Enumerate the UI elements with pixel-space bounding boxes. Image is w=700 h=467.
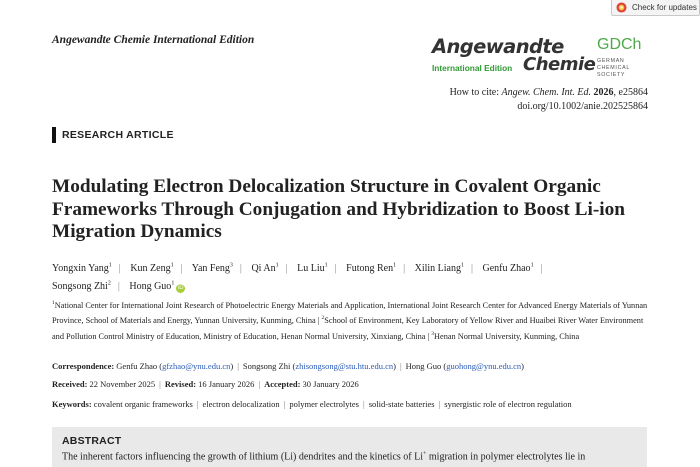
keywords: Keywords: covalent organic frameworks | electron delocalization | polymer electrolytes | solid-state batteries | synergistic role of electron regulation [52,399,572,409]
author: Lu Liu$^1$ [297,263,328,275]
gdch-sub: GERMAN CHEMICAL SOCIETY [597,58,630,78]
check-for-updates-button[interactable] [611,0,700,16]
email-link[interactable]: zhisongsong@stu.htu.edu.cn [295,361,394,371]
keyword: covalent organic frameworks [93,399,193,409]
logo-sub: International Edition [432,63,513,73]
affiliation-1: National Center for International Joint Research of Photoelectric Energy Materials and Application, International Joint Research Center for Advanced Energy Materials of Yunnan Province, School of Materials and Energy, Yunnan University, Kunming, China [52,300,648,326]
gdch-logo: GDCh [597,36,642,53]
article-title: Modulating Electron Delocalization Structure in Covalent Organic Frameworks Through Conjugation and Hybridization to Boost Li-ion Migration Dynamics [52,176,625,242]
orcid-icon[interactable]: iD [177,284,184,291]
correspondence: Correspondence: Genfu Zhao (gfzhao@ynu.edu.cn) | Songsong Zhi (zhisongsong@stu.htu.edu.cn) | Hong Guo (guohong@ynu.edu.cn) [52,361,524,371]
author: Qi An$^1$ [251,263,279,275]
keyword: polymer electrolytes [289,399,359,409]
keyword: electron delocalization [202,399,280,409]
article-type-bar [52,127,56,143]
keyword: solid-state batteries [368,399,435,409]
check-updates-icon [616,2,627,13]
author: Yongxin Yang$^1$ [52,263,112,275]
author: Kun Zeng$^1$ [130,263,174,275]
citation-block [450,86,648,114]
email-link[interactable]: gfzhao@ynu.edu.cn [162,361,231,371]
author: Hong Guo$^1$iD [129,280,184,292]
check-updates-label: Check for updates [632,3,697,12]
author: Genfu Zhao$^1$ [482,263,534,275]
keyword: synergistic role of electron regulation [444,399,572,409]
author: Songsong Zhi$^2$ [52,280,111,292]
affiliations: $^1$National Center for International Joint Research of Photoelectric Energy Materials and Application, International Joint Research Center for Advanced Energy Materials of Yunnan Province, School of Materials and Energy, Yunnan University, Kunming, China | $^2$School of Environment, Key Laboratory of Yellow River and Huaibei River Water Environment and Pollution Control Ministry of Education, Ministry of Education, Henan Normal University, Xinxiang, China | $^3$Henan Normal University, Kunming, China [52,300,648,341]
cite-year: 2026 [593,87,614,98]
abstract-text: The inherent factors influencing the growth of lithium (Li) dendrites and the kinetics of Li+ migration in polymer electrolytes lie in [62,451,586,463]
journal-name: Angewandte Chemie International Edition [52,34,255,46]
logo-word: Angewandte [432,35,564,58]
affiliation-3: Henan Normal University, Kunming, China [434,331,580,341]
article-type: RESEARCH ARTICLE [62,129,174,141]
cite-article: , e25864 [613,87,648,98]
logo-chemie: Chemie [523,54,596,75]
cite-label: How to cite: [449,87,500,98]
cite-doi[interactable]: doi.org/10.1002/anie.202525864 [517,101,648,112]
affiliation-2: School of Environment, Key Laboratory of Yellow River and Huaibei River Water Environment and Pollution Control Ministry of Education, Ministry of Education, Henan Normal University, Xinxiang, China [52,316,644,341]
author: Futong Ren$^1$ [346,263,397,275]
cite-journal: Angew. Chem. Int. Ed. [501,87,592,98]
author-list: Yongxin Yang$^1$ | Kun Zeng$^1$ | Yan Feng$^3$ | Qi An$^1$ | Lu Liu$^1$ | Futong Ren$^1$ | Xilin Liang$^1$ | Genfu Zhao$^1$ | Songsong Zhi$^2$ | Hong Guo$^1$iD [52,263,543,292]
article-dates: Received: 22 November 2025 | Revised: 16 January 2026 | Accepted: 30 January 2026 [52,379,359,389]
abstract-heading: ABSTRACT [62,435,122,447]
email-link[interactable]: guohong@ynu.edu.cn [446,361,522,371]
author: Xilin Liang$^1$ [414,263,464,275]
author: Yan Feng$^3$ [191,263,233,275]
